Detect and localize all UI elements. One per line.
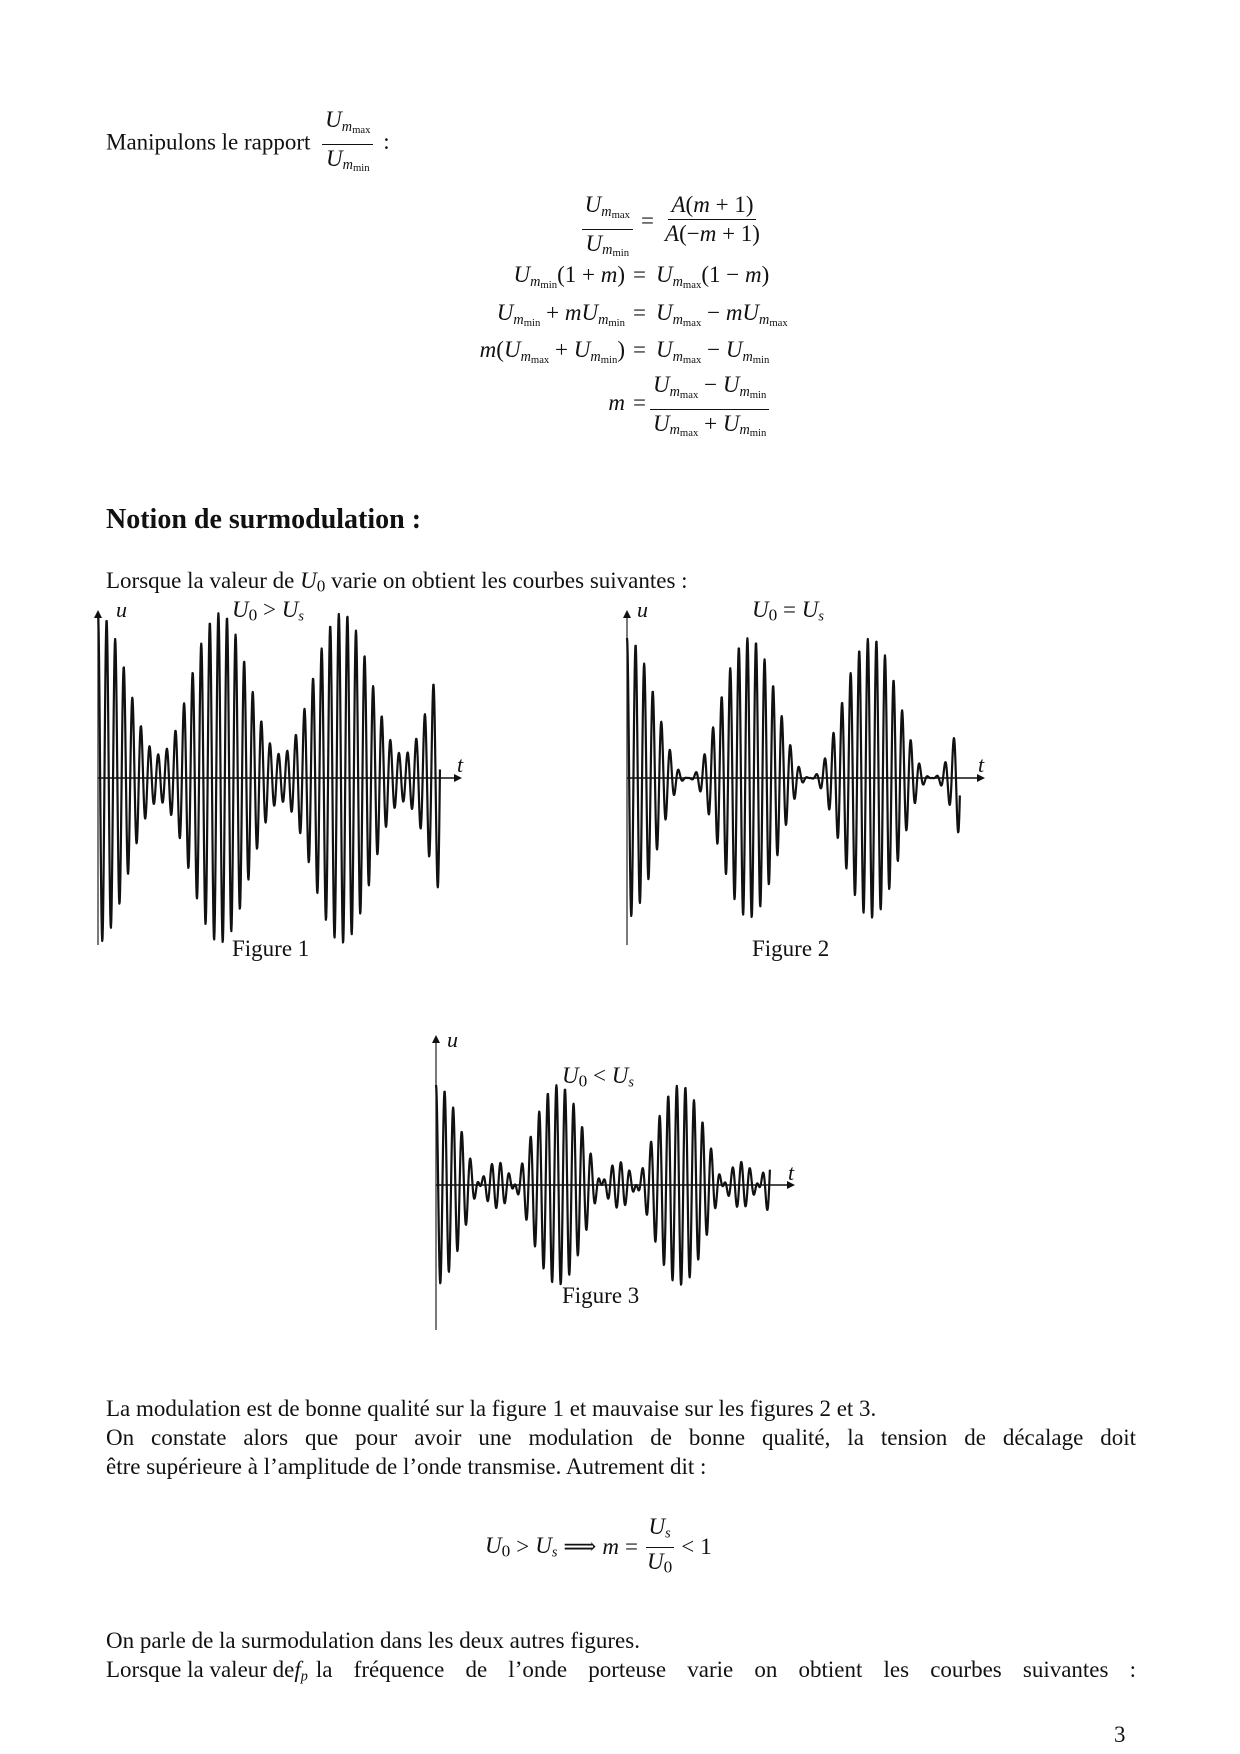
intro-text: Manipulons le rapport [106, 129, 311, 155]
figure-1-y-label: u [116, 597, 127, 622]
figure-1-title: $U_0 > U_s$ [232, 597, 304, 625]
figure-3-y-label: u [447, 1027, 458, 1052]
condition-equation: $U_0$ > $U_s$ ⟹ m = $\frac{U_s}{U_0}$ < 1 [485, 1513, 712, 1577]
ratio-fraction: $\frac{U_{m_{max}}}{U_{m_{min}}}$ [322, 107, 373, 181]
closing-line-1: On parle de la surmodulation dans les deux autres figures. [106, 1628, 640, 1653]
figure-2-title: $U_0 = U_s$ [752, 597, 824, 625]
figure-3-x-label: t [788, 1160, 795, 1185]
section-title: Notion de surmodulation : [106, 504, 422, 535]
figure-3-title: $U_0 < U_s$ [562, 1063, 634, 1091]
closing-line-2: Lorsque la valeur de $f_p$ la fréquence de l’onde porteuse varie on obtient les courbes suivantes : [106, 1657, 1136, 1685]
conclusion-line-1: La modulation est de bonne qualité sur la figure 1 et mauvaise sur les figures 2 et 3. [106, 1396, 877, 1421]
page-number: 3 [1114, 1722, 1126, 1747]
figure-2-y-label: u [637, 597, 648, 622]
derivation-row-5: m = $\frac{U_{m_{max}} - U_{m_{min}}}{U_{m_{max}} + U_{m_{min}}}$ [0, 372, 1240, 436]
figure-3-caption: Figure 3 [562, 1283, 640, 1308]
section-intro: Lorsque la valeur de $U_0$ varie on obtient les courbes suivantes : [106, 568, 688, 596]
figure-2-caption: Figure 2 [752, 936, 830, 961]
intro-colon: : [383, 129, 390, 155]
figure-2-x-label: t [978, 752, 985, 777]
figure-1-x-label: t [457, 752, 464, 777]
conclusion-line-2: On constate alors que pour avoir une modulation de bonne qualité, la tension de décalage doit [106, 1425, 1136, 1450]
figure-1-caption: Figure 1 [232, 936, 310, 961]
conclusion-line-3: être supérieure à l’amplitude de l’onde transmise. Autrement dit : [106, 1454, 707, 1479]
derivation-row-1: $\frac{U_{m_{max}}}{U_{m_{min}}}$ = $\frac{A(m + 1)}{A(-m + 1)}$ [0, 192, 1240, 256]
